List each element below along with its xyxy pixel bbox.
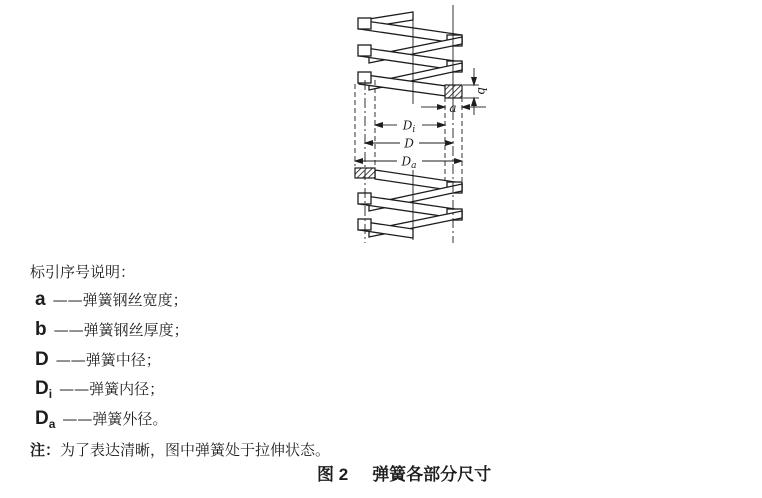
legend-item-b [35,319,189,341]
figure-number: 图 2 [317,465,349,484]
legend-item-a [35,289,188,311]
dimension-di [375,119,445,136]
symbol-b-description: ——弹簧钢丝厚度； [53,321,189,339]
spring-diagram [325,0,525,250]
symbol-a: a [35,289,46,310]
spring-figure [325,0,525,250]
legend-item-da [35,408,167,430]
figure-note [30,439,330,460]
dim-label-di: $D_i$ [402,118,416,135]
legend-item-di [35,378,164,400]
dimension-d [365,137,453,151]
dim-label-a: a [449,101,457,115]
note-label: 注： [30,442,61,459]
symbol-b: b [35,319,47,340]
figure-title: 弹簧各部分尺寸 [372,465,492,484]
symbol-da-description: ——弹簧外径。 [62,410,168,428]
symbol-a-description: ——弹簧钢丝宽度； [52,291,188,309]
symbol-d: D [35,349,49,370]
symbol-da: $D_a$ [35,408,56,431]
legend-intro: 标引序号说明： [30,263,136,281]
symbol-d-description: ——弹簧中径； [55,351,161,369]
dim-label-da: $D_a$ [401,154,417,171]
dim-label-b: b [475,87,489,95]
dimension-a [421,101,486,115]
legend-item-d [35,349,161,371]
note-text: 为了表达清晰，图中弹簧处于拉伸状态。 [60,441,331,459]
dim-label-d: D [404,136,414,151]
wire-section-right [445,85,462,98]
figure-caption [317,460,491,485]
spring-coils-bottom [358,170,462,238]
symbol-di-description: ——弹簧内径； [59,380,165,398]
symbol-di: $D_i$ [35,378,53,401]
spring-coils-top [358,12,462,96]
